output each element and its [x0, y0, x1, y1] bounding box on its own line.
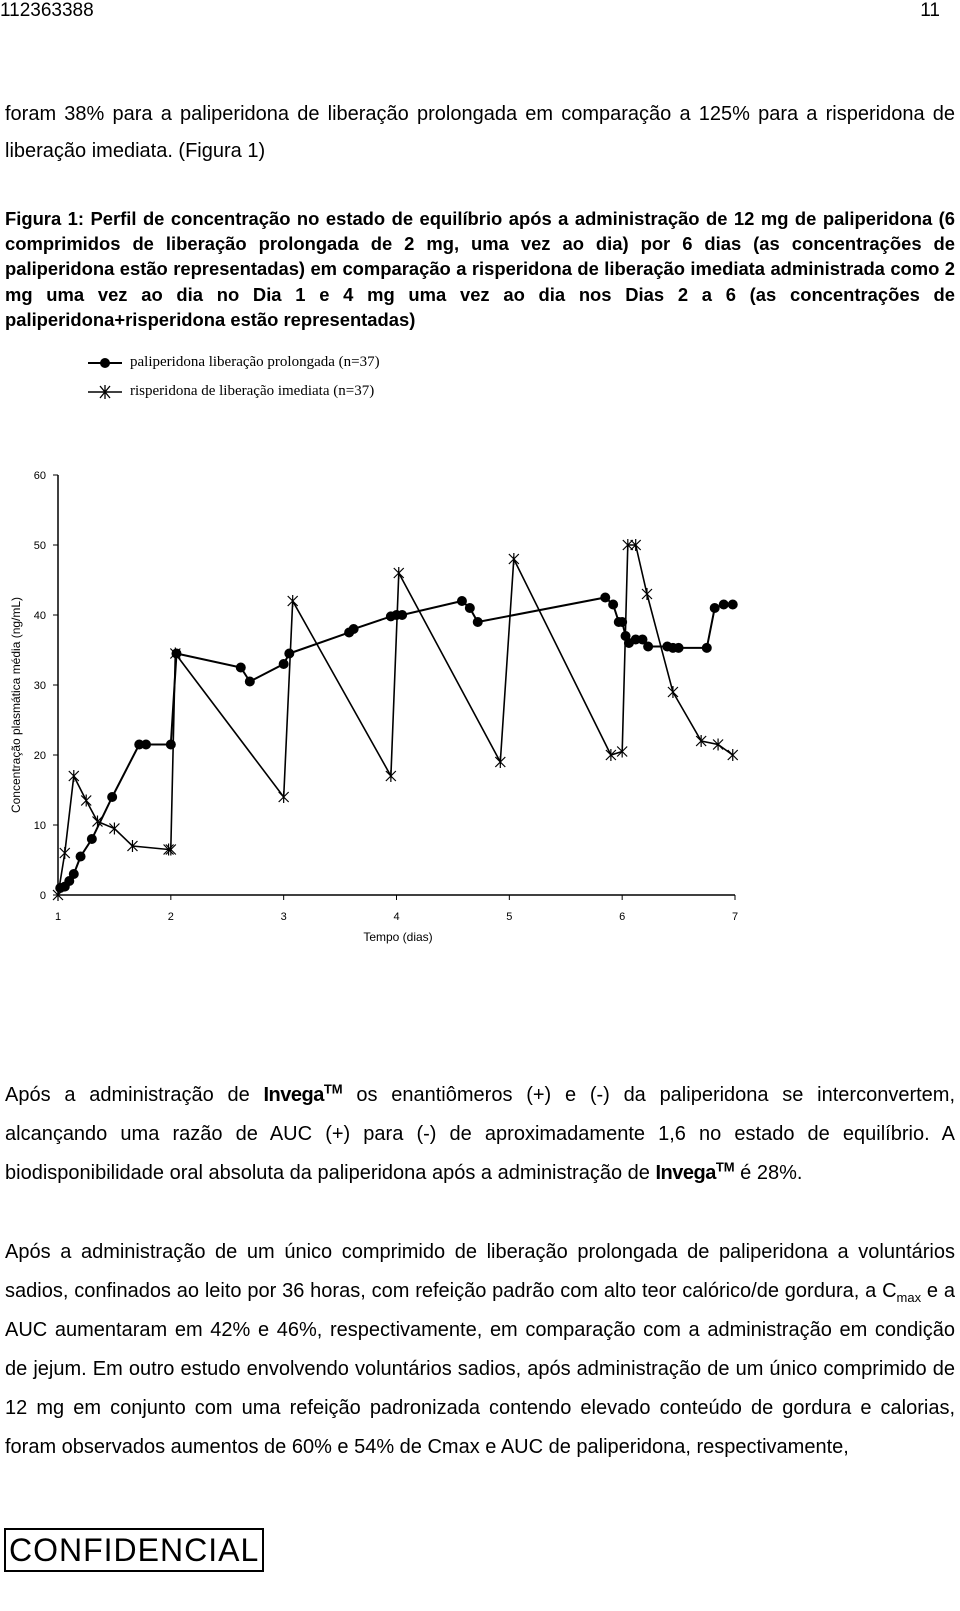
y-tick-label: 0 — [39, 890, 46, 902]
x-tick-label: 1 — [54, 911, 62, 923]
data-point-paliperidona — [236, 663, 246, 673]
data-point-paliperidona — [608, 600, 618, 610]
legend-label-risperidona: risperidona de liberação imediata (n=37) — [130, 383, 375, 399]
p2-text-1: Após a administração de — [5, 1084, 264, 1106]
data-point-risperidona — [606, 749, 616, 761]
data-point-paliperidona — [702, 643, 712, 653]
data-point-paliperidona — [719, 600, 729, 610]
legend-label-paliperidona: paliperidona liberação prolongada (n=37) — [130, 354, 380, 370]
data-point-paliperidona — [643, 642, 653, 652]
y-axis-label: Concentração plasmática média (ng/mL) — [9, 596, 23, 814]
figure-caption: Figura 1: Perfil de concentração no estado de equilíbrio após a administração de 12 mg de paliperidona (6 comprimidos de liberação prolongada de 2 mg, uma vez ao dia) por 6 dias (as concentrações de paliperidona estão representadas) em comparação a risperidona de liberação imediata administrada como 2 mg uma vez ao dia no Dia 1 e 4 mg uma vez ao dia nos Dias 2 a 6 (as concentrações de paliperidona+risperidona estão representadas) — [5, 208, 955, 330]
legend-item-paliperidona — [88, 348, 380, 377]
y-tick-label: 60 — [33, 470, 46, 482]
data-point-risperidona — [81, 795, 91, 807]
y-tick-label: 10 — [33, 820, 46, 832]
brand-name-invega-2: Invega — [655, 1162, 716, 1184]
data-point-paliperidona — [674, 643, 684, 653]
data-point-risperidona — [668, 686, 678, 698]
trademark-mark: TM — [323, 1081, 343, 1097]
data-point-risperidona — [617, 746, 627, 758]
chart-legend — [88, 348, 380, 406]
data-point-paliperidona — [87, 834, 97, 844]
concentration-chart — [0, 460, 760, 950]
data-point-paliperidona — [600, 593, 610, 603]
data-point-risperidona — [386, 770, 396, 782]
data-point-risperidona — [288, 595, 298, 607]
legend-item-risperidona — [88, 377, 380, 406]
series-line-risperidona — [58, 545, 733, 895]
x-tick-label: 4 — [393, 911, 400, 923]
data-point-paliperidona — [710, 603, 720, 613]
data-point-risperidona — [109, 823, 119, 835]
data-point-paliperidona — [397, 610, 407, 620]
data-point-risperidona — [394, 567, 404, 579]
data-point-risperidona — [642, 588, 652, 600]
x-tick-label: 5 — [506, 911, 513, 923]
data-point-risperidona — [728, 749, 738, 761]
data-point-risperidona — [495, 756, 505, 768]
y-tick-label: 20 — [33, 750, 46, 762]
x-tick-label: 7 — [731, 911, 739, 923]
data-point-paliperidona — [473, 617, 483, 627]
y-tick-label: 30 — [33, 680, 46, 692]
data-point-risperidona — [509, 553, 519, 565]
p2-text-2: os enantiômeros (+) e (-) da paliperidona se interconvertem, alcançando uma razão de AUC (+) para (-) de aproximadamente 1,6 no estado de equilíbrio. A biodisponibilidade oral absoluta da paliperidona após a administração de — [5, 1084, 956, 1184]
cmax-subscript: max — [896, 1290, 922, 1305]
p2-text-3: é 28%. — [734, 1162, 803, 1184]
legend-asterisk-marker-icon — [88, 385, 122, 399]
brand-name-invega: Invega — [263, 1084, 324, 1106]
p3-text-2: e a AUC aumentaram em 42% e 46%, respectivamente, em comparação com a administração em condição de jejum. Em outro estudo envolvendo voluntários sadios, após administração de um único comprimido de 12 mg em conjunto com uma refeição padronizada contendo elevado conteúdo de gordura e calorias, foram observados aumentos de 60% e 54% de Cmax e AUC de paliperidona, respectivamente, — [5, 1280, 955, 1458]
legend-circle-marker-icon — [88, 356, 122, 370]
trademark-mark-2: TM — [715, 1159, 735, 1175]
data-point-paliperidona — [141, 740, 151, 750]
x-tick-label: 2 — [167, 911, 174, 923]
data-point-risperidona — [60, 847, 70, 859]
confidential-stamp: CONFIDENCIAL — [4, 1528, 264, 1572]
data-point-paliperidona — [171, 649, 181, 659]
y-tick-label: 50 — [33, 540, 46, 552]
paragraph-food-effect — [5, 1233, 955, 1467]
data-point-risperidona — [279, 791, 289, 803]
data-point-paliperidona — [76, 852, 86, 862]
y-tick-label: 40 — [33, 610, 46, 622]
document-number: 112363388 — [0, 0, 94, 21]
data-point-paliperidona — [349, 624, 359, 634]
page-number: 11 — [920, 0, 940, 21]
data-point-paliperidona — [465, 603, 475, 613]
data-point-paliperidona — [107, 792, 117, 802]
paragraph-invega — [5, 1076, 955, 1193]
data-point-paliperidona — [279, 659, 289, 669]
data-point-paliperidona — [245, 677, 255, 687]
data-point-paliperidona — [166, 740, 176, 750]
data-point-paliperidona — [69, 869, 79, 879]
p3-text-1: Após a administração de um único comprimido de liberação prolongada de paliperidona a voluntários sadios, confinados ao leito por 36 horas, com refeição padrão com alto teor calórico/de gordura, a C — [5, 1241, 955, 1302]
x-tick-label: 6 — [619, 911, 626, 923]
data-point-paliperidona — [728, 600, 738, 610]
data-point-paliperidona — [284, 649, 294, 659]
paragraph-intro: foram 38% para a paliperidona de liberação prolongada em comparação a 125% para a risperidona de liberação imediata. (Figura 1) — [5, 103, 955, 162]
x-tick-label: 3 — [280, 911, 287, 923]
data-point-paliperidona — [457, 596, 467, 606]
x-axis-label: Tempo (dias) — [363, 930, 433, 944]
data-point-risperidona — [69, 770, 79, 782]
